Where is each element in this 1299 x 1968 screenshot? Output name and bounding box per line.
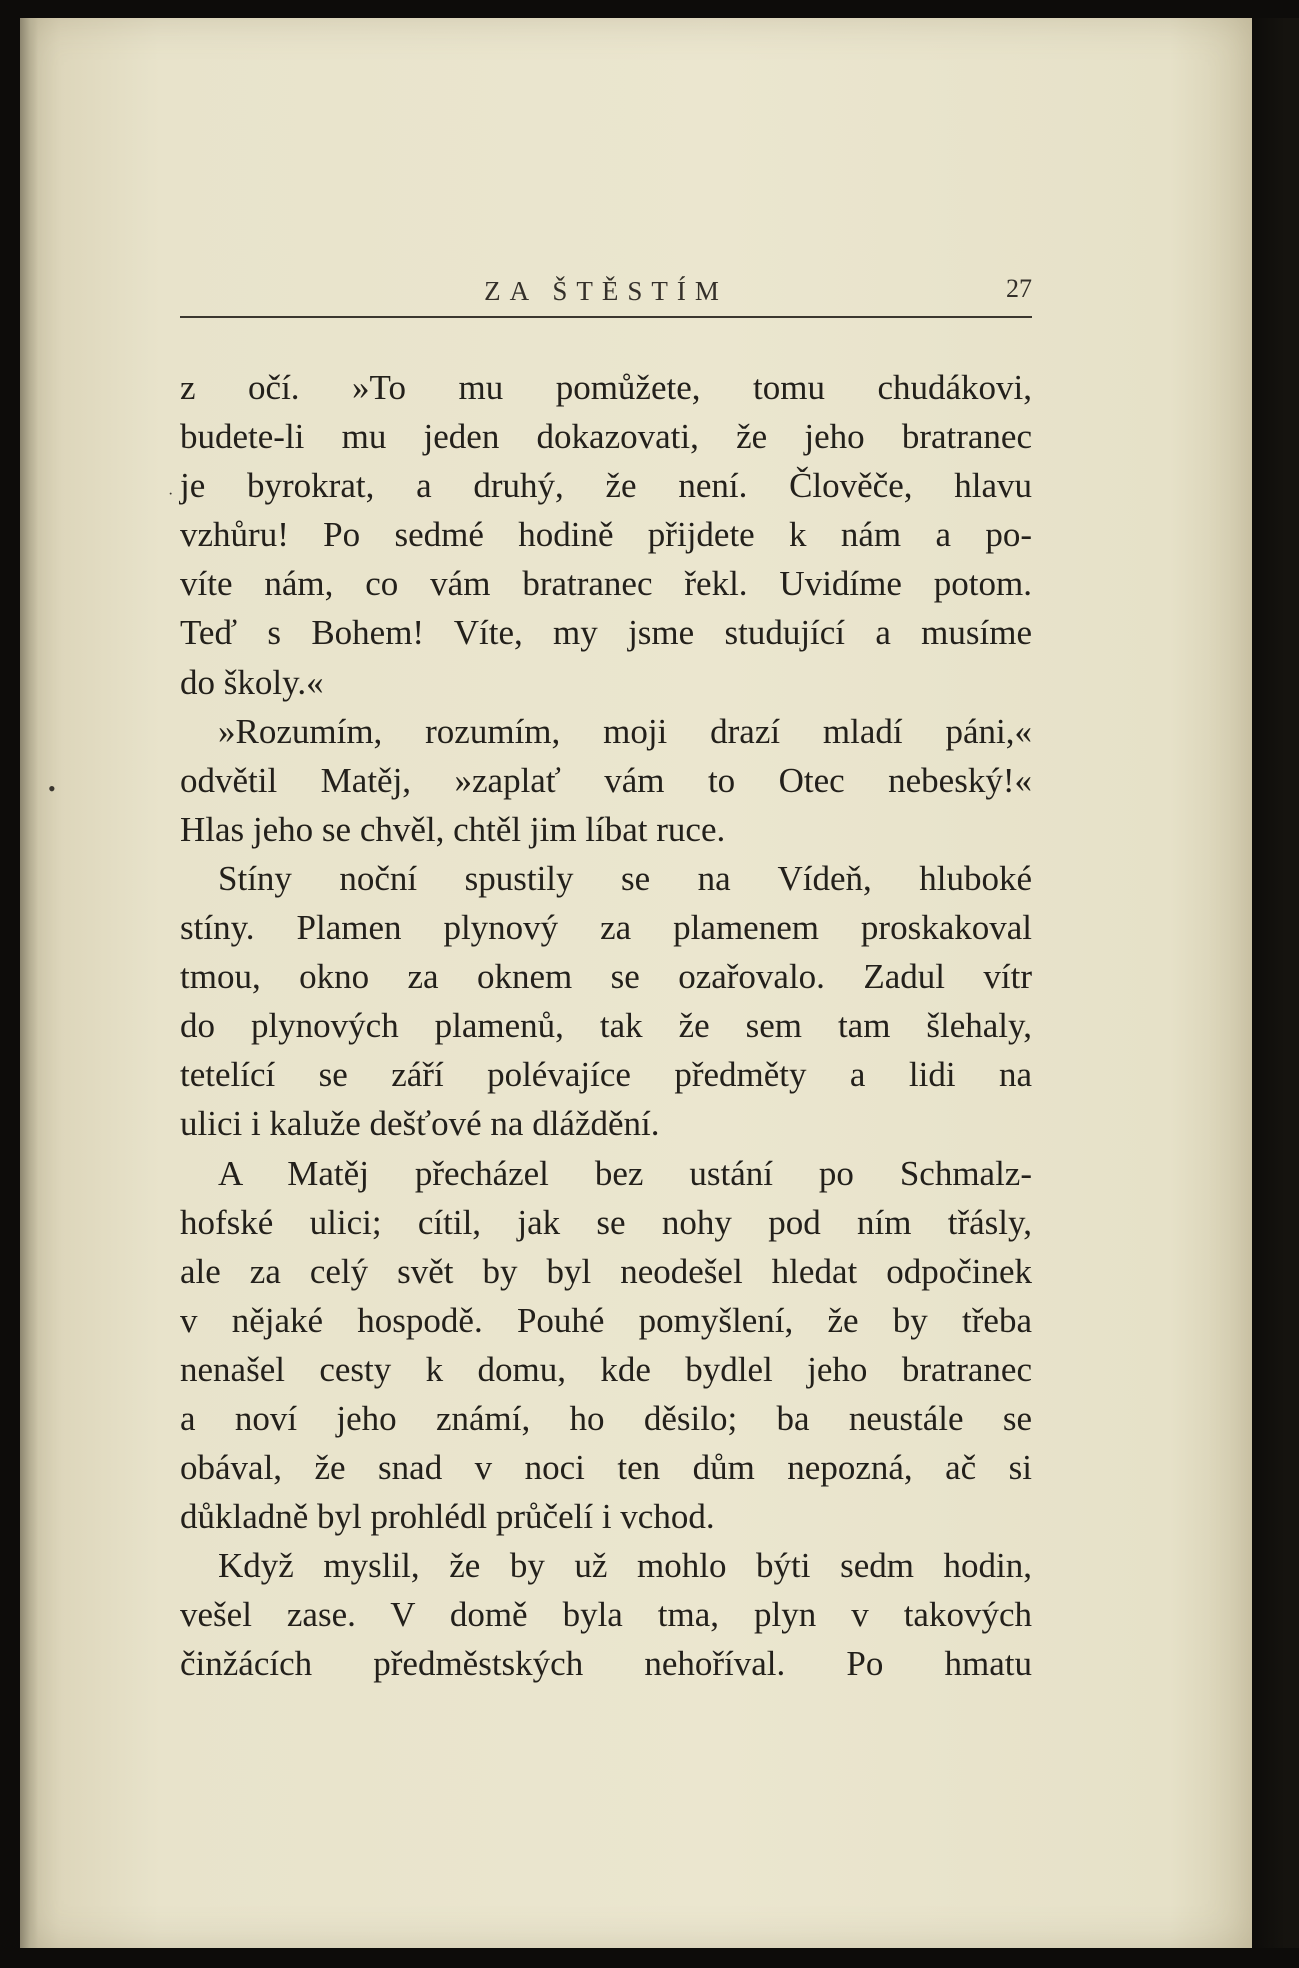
text-line: do školy.«: [180, 662, 324, 702]
text-line: tetelící se září polévajíce předměty a lidi na: [180, 1055, 1032, 1095]
text-line: A Matěj přecházel bez ustání po Schmalz-: [218, 1153, 1032, 1193]
text-line: v nějaké hospodě. Pouhé pomyšlení, že by třeba: [180, 1300, 1032, 1340]
text-line: Hlas jeho se chvěl, chtěl jim líbat ruce.: [180, 809, 726, 849]
text-line: odvětil Matěj, »zaplať vám to Otec nebeský!«: [180, 760, 1032, 800]
text-line: z očí. »To mu pomůžete, tomu chudákovi,: [180, 368, 1032, 407]
margin-speck: •: [48, 776, 56, 801]
text-line: ale za celý svět by byl neodešel hledat odpočinek: [180, 1251, 1032, 1291]
running-head-title: ZA ŠTĚSTÍM: [484, 276, 728, 306]
text-line: důkladně byl prohlédl průčelí i vchod.: [180, 1497, 715, 1537]
page-gutter-shadow: [20, 18, 38, 1948]
text-line: ulici i kaluže dešťové na dláždění.: [180, 1104, 660, 1144]
text-line: tmou, okno za oknem se ozařovalo. Zadul vítr: [180, 957, 1032, 997]
text-line: a noví jeho známí, ho děsilo; ba neustále se: [180, 1398, 1032, 1438]
text-line: je byrokrat, a druhý, že není. Člověče, hlavu: [180, 466, 1032, 506]
margin-speck: ·: [168, 486, 174, 503]
text-line: Stíny noční spustily se na Vídeň, hluboké: [218, 858, 1032, 898]
text-line: stíny. Plamen plynový za plamenem proskakoval: [180, 908, 1032, 948]
text-line: činžácích předměstských nehoříval. Po hmatu: [180, 1644, 1032, 1684]
text-line: »Rozumím, rozumím, moji drazí mladí páni,«: [218, 711, 1032, 751]
page-right-edge-shadow: [1252, 18, 1299, 1948]
page-number: 27: [1006, 274, 1032, 303]
text-line: vzhůru! Po sedmé hodině přijdete k nám a po-: [180, 515, 1032, 555]
text-line: hofské ulici; cítil, jak se nohy pod ním třásly,: [180, 1202, 1032, 1242]
text-line: obával, že snad v noci ten dům nepozná, ač si: [180, 1448, 1032, 1488]
text-line: vešel zase. V domě byla tma, plyn v takových: [180, 1595, 1032, 1635]
text-line: Když myslil, že by už mohlo býti sedm hodin,: [218, 1546, 1032, 1586]
text-line: Teď s Bohem! Víte, my jsme studující a musíme: [180, 613, 1032, 653]
text-line: do plynových plamenů, tak že sem tam šlehaly,: [180, 1006, 1032, 1046]
text-line: budete-li mu jeden dokazovati, že jeho bratranec: [180, 417, 1032, 457]
text-line: nenašel cesty k domu, kde bydlel jeho bratranec: [180, 1349, 1032, 1389]
body-text: [180, 363, 1032, 1689]
running-head: [180, 272, 1032, 318]
text-line: víte nám, co vám bratranec řekl. Uvidíme potom.: [180, 564, 1032, 604]
